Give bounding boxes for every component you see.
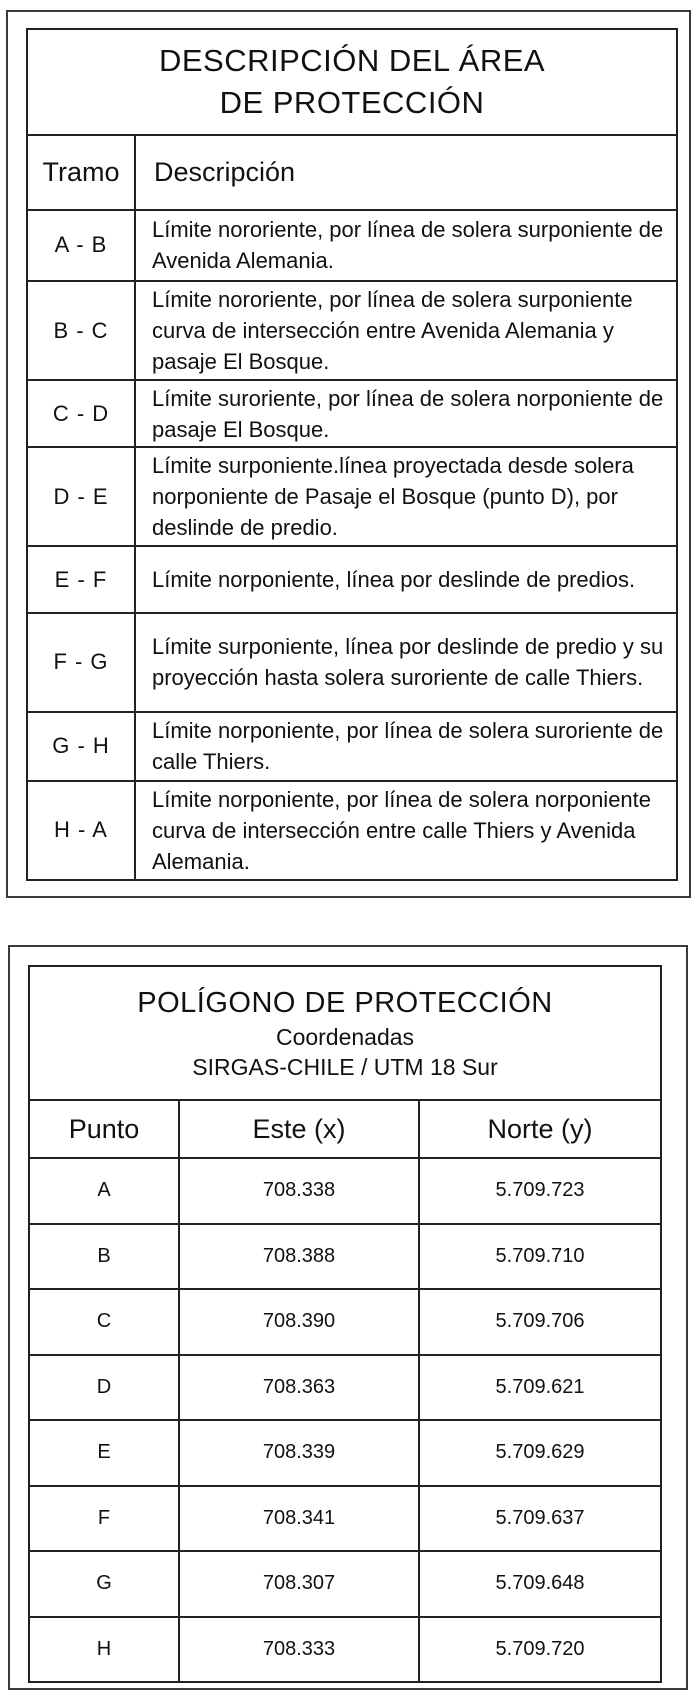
descripcion-cell: Límite nororiente, por línea de solera surponiente de Avenida Alemania. xyxy=(135,210,677,281)
este-cell: 708.338 xyxy=(179,1158,419,1224)
title-line-1: DESCRIPCIÓN DEL ÁREA xyxy=(158,42,546,78)
este-cell: 708.390 xyxy=(179,1289,419,1355)
punto-cell: A xyxy=(29,1158,179,1224)
norte-cell: 5.709.648 xyxy=(419,1551,661,1617)
norte-cell: 5.709.710 xyxy=(419,1224,661,1290)
descripcion-cell: Límite norponiente, por línea de solera suroriente de calle Thiers. xyxy=(135,712,677,781)
table-row xyxy=(29,1158,661,1224)
punto-cell: C xyxy=(29,1289,179,1355)
polygon-table-header xyxy=(29,1100,661,1158)
este-cell: 708.339 xyxy=(179,1420,419,1486)
column-header-descripcion: Descripción xyxy=(135,135,677,210)
polygon-table-title xyxy=(29,966,661,1100)
table-row xyxy=(29,1617,661,1683)
table-row xyxy=(27,712,677,781)
punto-cell: F xyxy=(29,1486,179,1552)
este-cell: 708.388 xyxy=(179,1224,419,1290)
description-table xyxy=(26,28,678,881)
tramo-cell: B - C xyxy=(27,281,135,380)
tramo-cell: E - F xyxy=(27,546,135,613)
column-header-tramo: Tramo xyxy=(27,135,135,210)
table-row xyxy=(29,1486,661,1552)
punto-cell: H xyxy=(29,1617,179,1683)
norte-cell: 5.709.706 xyxy=(419,1289,661,1355)
norte-cell: 5.709.637 xyxy=(419,1486,661,1552)
descripcion-cell: Límite surponiente.línea proyectada desde solera norponiente de Pasaje el Bosque (punto D), por deslinde de predio. xyxy=(135,447,677,546)
tramo-cell: D - E xyxy=(27,447,135,546)
table-row xyxy=(29,1224,661,1290)
table-row xyxy=(27,210,677,281)
table-row xyxy=(27,781,677,880)
polygon-subtitle-datum: SIRGAS-CHILE / UTM 18 Sur xyxy=(192,1054,498,1080)
este-cell: 708.363 xyxy=(179,1355,419,1421)
punto-cell: B xyxy=(29,1224,179,1290)
description-table-header xyxy=(27,135,677,210)
table-row xyxy=(27,380,677,447)
descripcion-cell: Límite nororiente, por línea de solera surponiente curva de intersección entre Avenida Alemania y pasaje El Bosque. xyxy=(135,281,677,380)
column-header-norte: Norte (y) xyxy=(419,1100,661,1158)
norte-cell: 5.709.629 xyxy=(419,1420,661,1486)
table-row xyxy=(29,1355,661,1421)
tramo-cell: C - D xyxy=(27,380,135,447)
table-row xyxy=(29,1420,661,1486)
column-header-punto: Punto xyxy=(29,1100,179,1158)
tramo-cell: A - B xyxy=(27,210,135,281)
description-table-title xyxy=(27,29,677,135)
este-cell: 708.333 xyxy=(179,1617,419,1683)
norte-cell: 5.709.720 xyxy=(419,1617,661,1683)
table-row xyxy=(29,1551,661,1617)
punto-cell: G xyxy=(29,1551,179,1617)
table-row xyxy=(27,613,677,711)
table-row xyxy=(27,447,677,546)
este-cell: 708.341 xyxy=(179,1486,419,1552)
descripcion-cell: Límite norponiente, línea por deslinde de predios. xyxy=(135,546,677,613)
norte-cell: 5.709.723 xyxy=(419,1158,661,1224)
tramo-cell: H - A xyxy=(27,781,135,880)
este-cell: 708.307 xyxy=(179,1551,419,1617)
descripcion-cell: Límite norponiente, por línea de solera norponiente curva de intersección entre calle Thiers y Avenida Alemania. xyxy=(135,781,677,880)
tramo-cell: F - G xyxy=(27,613,135,711)
norte-cell: 5.709.621 xyxy=(419,1355,661,1421)
title-line-2: DE PROTECCIÓN xyxy=(219,84,485,120)
punto-cell: E xyxy=(29,1420,179,1486)
descripcion-cell: Límite suroriente, por línea de solera norponiente de pasaje El Bosque. xyxy=(135,380,677,447)
column-header-este: Este (x) xyxy=(179,1100,419,1158)
tramo-cell: G - H xyxy=(27,712,135,781)
table-row xyxy=(27,281,677,380)
polygon-title: POLÍGONO DE PROTECCIÓN xyxy=(137,987,553,1019)
punto-cell: D xyxy=(29,1355,179,1421)
polygon-subtitle-coordenadas: Coordenadas xyxy=(275,1024,415,1050)
polygon-table xyxy=(28,965,662,1683)
table-row xyxy=(27,546,677,613)
descripcion-cell: Límite surponiente, línea por deslinde de predio y su proyección hasta solera suroriente de calle Thiers. xyxy=(135,613,677,711)
table-row xyxy=(29,1289,661,1355)
